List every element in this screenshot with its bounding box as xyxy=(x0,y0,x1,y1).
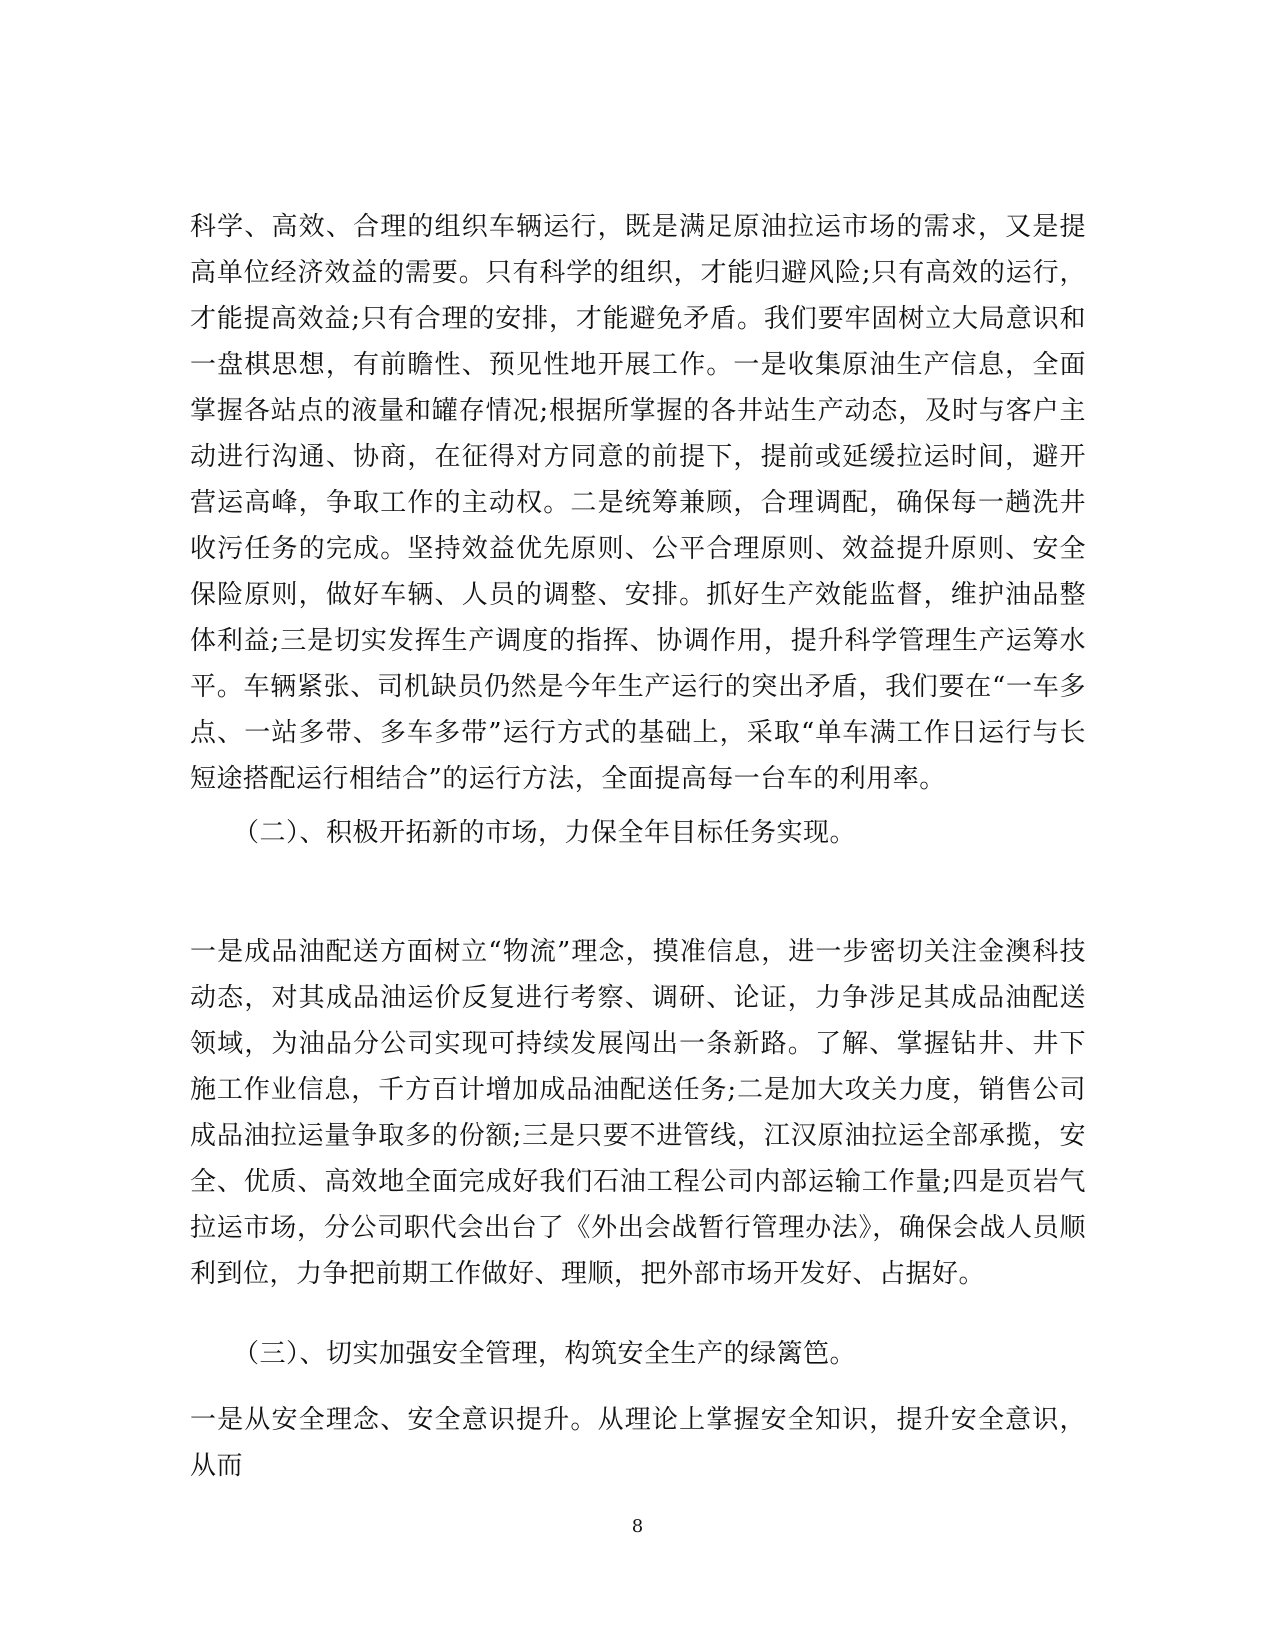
body-paragraph-2: 一是成品油配送方面树立“物流”理念，摸准信息，进一步密切关注金澳科技动态，对其成品油运价反复进行考察、调研、论证，力争涉足其成品油配送领域，为油品分公司实现可持续发展闯出一条新路。了解、掌握钻井、井下施工作业信息，千方百计增加成品油配送任务;二是加大攻关力度，销售公司成品油拉运量争取多的份额;三是只要不进管线，江汉原油拉运全部承揽，安全、优质、高效地全面完成好我们石油工程公司内部运输工作量;四是页岩气拉运市场，分公司职代会出台了《外出会战暂行管理办法》，确保会战人员顺利到位，力争把前期工作做好、理顺，把外部市场开发好、占据好。 xyxy=(190,937,1086,1289)
section-heading-3: （三）、切实加强安全管理，构筑安全生产的绿篱笆。 xyxy=(233,1339,857,1369)
section-heading-2: （二）、积极开拓新的市场，力保全年目标任务实现。 xyxy=(233,818,857,848)
body-paragraph-3: 一是从安全理念、安全意识提升。从理论上掌握安全知识，提升安全意识，从而 xyxy=(190,1405,1086,1481)
page-number: 8 xyxy=(631,1516,644,1537)
body-paragraph-1: 科学、高效、合理的组织车辆运行，既是满足原油拉运市场的需求，又是提高单位经济效益的需要。只有科学的组织，才能归避风险;只有高效的运行，才能提高效益;只有合理的安排，才能避免矛盾。我们要牢固树立大局意识和一盘棋思想，有前瞻性、预见性地开展工作。一是收集原油生产信息，全面掌握各站点的液量和罐存情况;根据所掌握的各井站生产动态，及时与客户主动进行沟通、协商，在征得对方同意的前提下，提前或延缓拉运时间，避开营运高峰，争取工作的主动权。二是统筹兼顾，合理调配，确保每一趟洗井收污任务的完成。坚持效益优先原则、公平合理原则、效益提升原则、安全保险原则，做好车辆、人员的调整、安排。抓好生产效能监督，维护油品整体利益;三是切实发挥生产调度的指挥、协调作用，提升科学管理生产运筹水平。车辆紧张、司机缺员仍然是今年生产运行的突出矛盾，我们要在“一车多点、一站多带、多车多带”运行方式的基础上，采取“单车满工作日运行与长短途搭配运行相结合”的运行方法，全面提高每一台车的利用率。 xyxy=(190,212,1086,794)
